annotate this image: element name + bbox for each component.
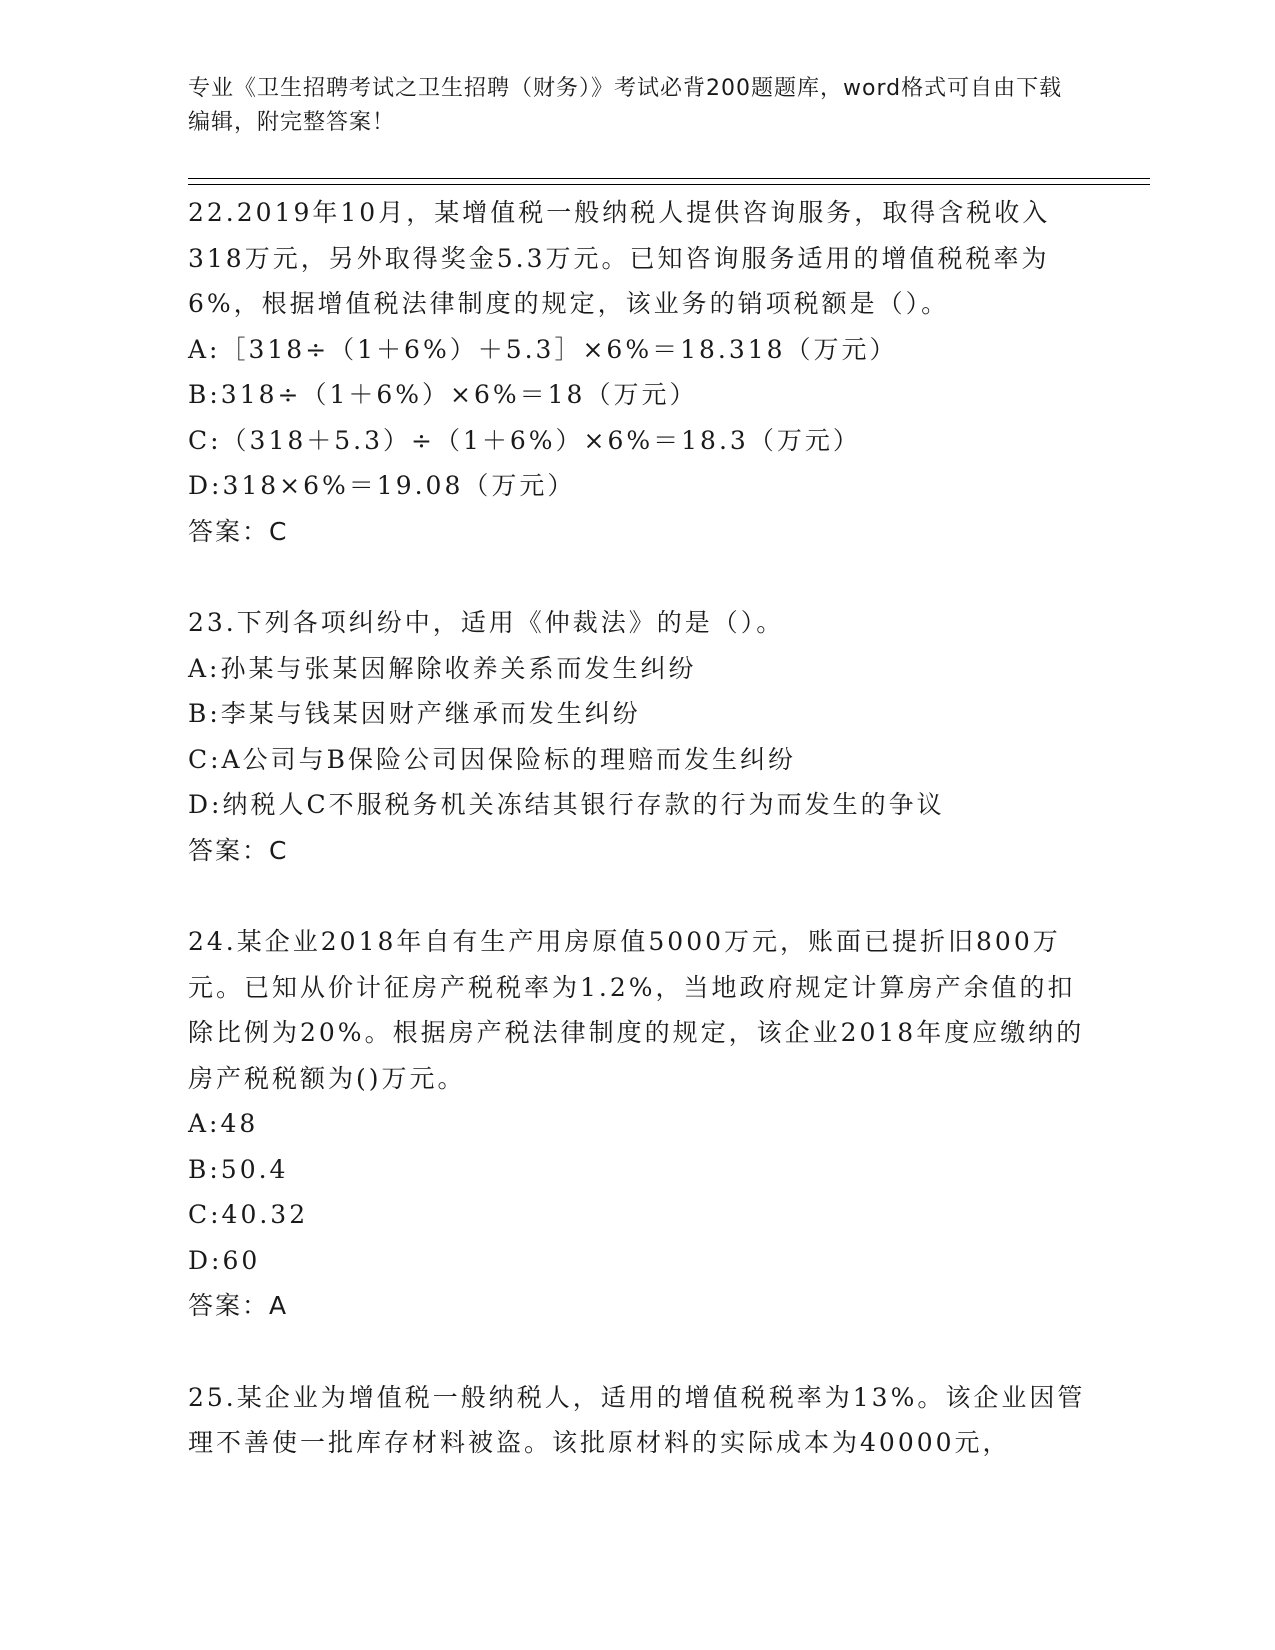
question-stem: 23.下列各项纠纷中，适用《仲裁法》的是（）。 [188, 608, 785, 637]
option-d: D:318×6%＝19.08（万元） [188, 471, 576, 500]
question-23 [188, 600, 1088, 873]
question-24 [188, 919, 1088, 1329]
question-stem: 25.某企业为增值税一般纳税人，适用的增值税税率为13%。该企业因管理不善使一批库存材料被盗。该批原材料的实际成本为40000元， [188, 1382, 1086, 1457]
option-c: C:40.32 [188, 1200, 309, 1229]
question-stem: 22.2019年10月，某增值税一般纳税人提供咨询服务，取得含税收入318万元，另外取得奖金5.3万元。已知咨询服务适用的增值税税率为6%，根据增值税法律制度的规定，该业务的销项税额是（）。 [188, 198, 1051, 318]
answer-line: 答案：A [188, 1291, 289, 1320]
option-b: B:李某与钱某因财产继承而发生纠纷 [188, 699, 641, 728]
option-b: B:50.4 [188, 1154, 289, 1184]
option-c: C:（318＋5.3）÷（1＋6%）×6%＝18.3（万元） [188, 425, 861, 455]
question-list [188, 190, 1088, 1512]
header-divider-bottom [188, 184, 1150, 185]
answer-line: 答案：C [188, 516, 289, 546]
option-b: B:318÷（1＋6%）×6%＝18（万元） [188, 380, 698, 409]
option-d: D:纳税人C不服税务机关冻结其银行存款的行为而发生的争议 [188, 790, 945, 819]
header-divider-top [188, 178, 1150, 179]
option-a: A:48 [188, 1109, 259, 1138]
option-d: D:60 [188, 1245, 261, 1275]
question-stem: 24.某企业2018年自有生产用房原值5000万元，账面已提折旧800万元。已知从价计征房产税税率为1.2%，当地政府规定计算房产余值的扣除比例为20%。根据房产税法律制度的规定，该企业2018年度应缴纳的房产税税额为()万元。 [188, 927, 1085, 1093]
answer-line: 答案：C [188, 835, 289, 865]
question-25 [188, 1375, 1088, 1466]
question-22 [188, 190, 1088, 554]
option-a: A:［318÷（1＋6%）＋5.3］×6%＝18.318（万元） [188, 334, 898, 364]
option-c: C:A公司与B保险公司因保险标的理赔而发生纠纷 [188, 744, 796, 774]
page-header-title: 专业《卫生招聘考试之卫生招聘（财务）》考试必背200题题库，word格式可自由下载编辑，附完整答案！ [188, 76, 1063, 135]
option-a: A:孙某与张某因解除收养关系而发生纠纷 [188, 653, 697, 683]
